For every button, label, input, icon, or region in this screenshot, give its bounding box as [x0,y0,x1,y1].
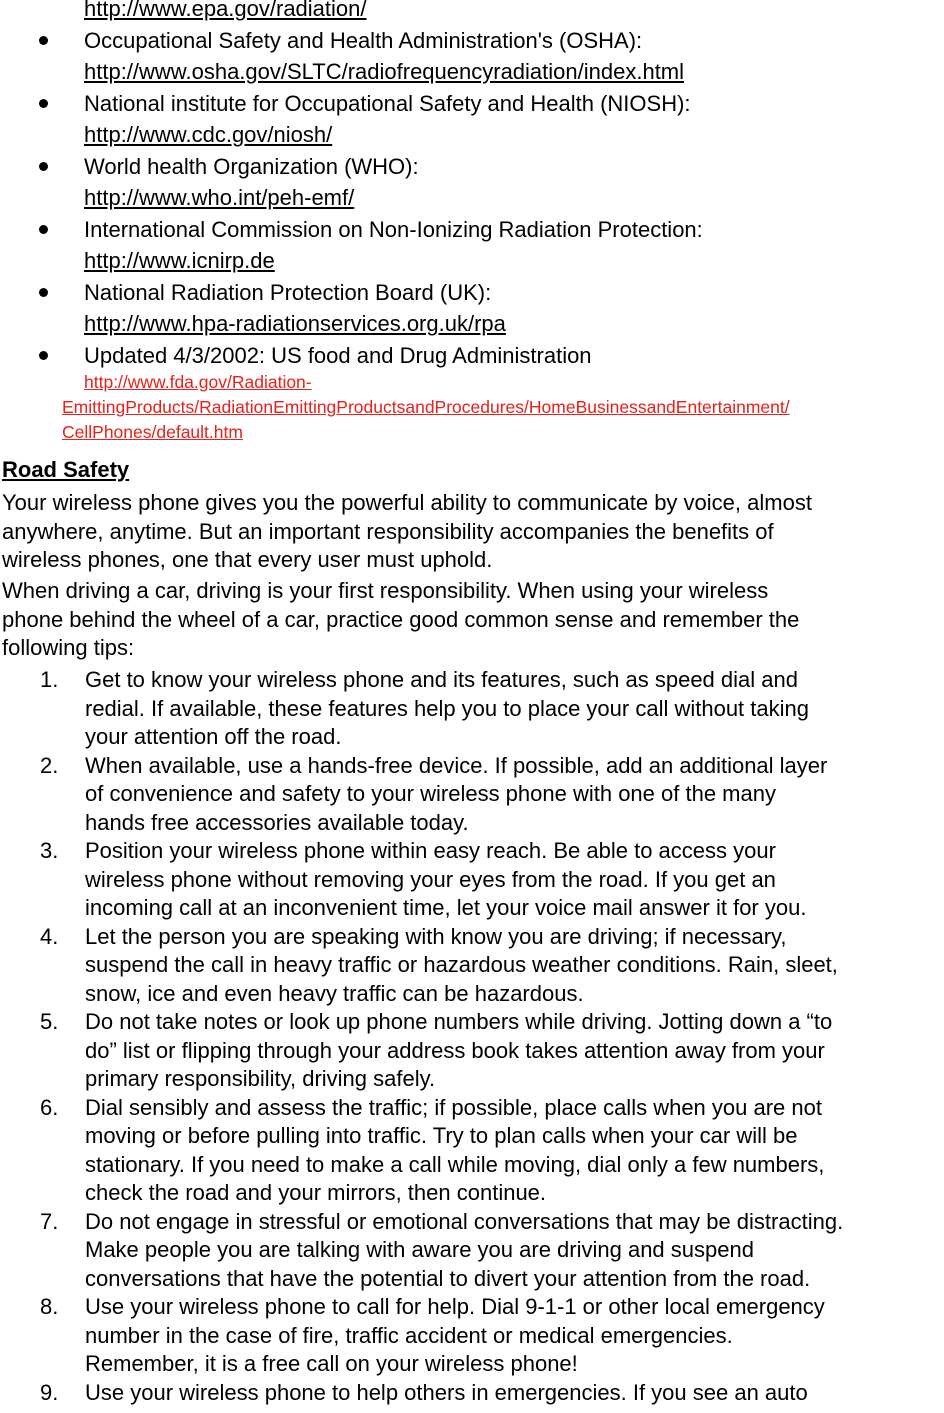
list-item [0,666,944,752]
tip-number: 6. [40,1094,59,1120]
text-line: Do not engage in stressful or emotional conversations that may be distracting. [85,1208,844,1234]
fda-link-line: CellPhones/default.htm [62,422,243,442]
text-line: wireless phone without removing your eyes from the road. If you get an [85,866,776,892]
hpa-link[interactable]: http://www.hpa-radiationservices.org.uk/rpa [84,311,506,336]
fda-link[interactable] [62,370,940,445]
tip-text [85,1293,944,1379]
epa-link[interactable]: http://www.epa.gov/radiation/ [84,0,367,21]
text-line: snow, ice and even heavy traffic can be hazardous. [85,980,584,1006]
resource-name: Occupational Safety and Health Administration's (OSHA): [84,28,643,53]
text-line: When available, use a hands-free device. If possible, add an additional layer [85,752,828,778]
text-line: following tips: [2,635,135,660]
resource-list [0,25,944,403]
text-line: anywhere, anytime. But an important responsibility accompanies the benefits of [2,518,774,544]
text-line: Use your wireless phone to help others in emergencies. If you see an auto [85,1379,808,1405]
tip-number: 4. [40,923,59,949]
text-line: Use your wireless phone to call for help. Dial 9-1-1 or other local emergency [85,1294,825,1319]
text-line: your attention off the road. [85,724,342,749]
intro-paragraph [2,489,942,575]
tip-text [85,666,944,752]
text-line: phone behind the wheel of a car, practice good common sense and remember the [2,606,800,632]
list-item [0,923,944,1009]
fda-link-line: http://www.fda.gov/Radiation- [84,372,312,392]
tip-number: 3. [40,838,59,863]
text-line: check the road and your mirrors, then continue. [85,1180,547,1205]
bullet-icon [39,288,48,297]
list-item [0,1293,944,1379]
list-item [0,1094,944,1208]
text-line: Make people you are talking with aware you are driving and suspend [85,1237,754,1262]
icnirp-link[interactable]: http://www.icnirp.de [84,248,275,273]
text-line: Dial sensibly and assess the traffic; if possible, place calls when you are not [85,1094,822,1120]
resource-name: Updated 4/3/2002: US food and Drug Administration [84,343,592,368]
bullet-icon [39,36,48,45]
text-line: do” list or flipping through your address book takes attention away from your [85,1037,825,1063]
tip-text [85,837,944,923]
tip-number: 8. [40,1294,59,1319]
text-line: number in the case of fire, traffic accident or medical emergencies. [85,1322,733,1348]
osha-link[interactable]: http://www.osha.gov/SLTC/radiofrequencyradiation/index.html [84,59,685,84]
text-line: Position your wireless phone within easy reach. Be able to access your [85,838,776,863]
text-line: Get to know your wireless phone and its features, such as speed dial and [85,667,798,692]
list-item [0,277,944,340]
who-link[interactable]: http://www.who.int/peh-emf/ [84,185,355,210]
text-line: Remember, it is a free call on your wireless phone! [85,1351,578,1376]
text-line: suspend the call in heavy traffic or hazardous weather conditions. Rain, sleet, [85,952,838,977]
tip-text [85,752,944,838]
tip-text [85,1008,944,1094]
list-item [0,214,944,277]
text-line: Do not take notes or look up phone numbers while driving. Jotting down a “to [85,1009,833,1034]
bullet-icon [39,351,48,360]
text-line: primary responsibility, driving safely. [85,1066,436,1091]
text-line: redial. If available, these features help you to place your call without taking [85,695,809,721]
text-line: conversations that have the potential to divert your attention from the road. [85,1265,811,1291]
text-line: moving or before pulling into traffic. Try to plan calls when your car will be [85,1123,798,1148]
tip-number: 5. [40,1009,59,1034]
text-line: incoming call at an inconvenient time, let your voice mail answer it for you. [85,895,807,920]
tip-number: 9. [40,1379,59,1405]
driving-paragraph [2,577,942,663]
tip-text [85,1379,944,1408]
list-item [0,151,944,214]
tip-text [85,923,944,1009]
text-line: When driving a car, driving is your first responsibility. When using your wireless [2,578,769,603]
tip-number: 1. [40,667,59,692]
tip-number: 7. [40,1208,59,1234]
resource-name: National institute for Occupational Safety and Health (NIOSH): [84,91,691,116]
resource-name: National Radiation Protection Board (UK): [84,280,492,305]
fda-link-line: EmittingProducts/RadiationEmittingProductsandProcedures/HomeBusinessandEntertainment/ [62,397,790,417]
tip-text [85,1208,944,1294]
tip-number: 2. [40,752,59,778]
list-item [0,1208,944,1294]
list-item [0,25,944,88]
text-line: of convenience and safety to your wireless phone with one of the many [85,781,776,806]
list-item [0,837,944,923]
text-line: hands free accessories available today. [85,809,469,835]
list-item [0,1008,944,1094]
text-line: stationary. If you need to make a call while moving, dial only a few numbers, [85,1151,825,1177]
tip-text [85,1094,944,1208]
list-item [0,1379,944,1408]
bullet-icon [39,162,48,171]
niosh-link[interactable]: http://www.cdc.gov/niosh/ [84,122,333,147]
driving-tips-list [0,666,944,1407]
text-line: wireless phones, one that every user must uphold. [2,547,493,572]
resource-name: International Commission on Non-Ionizing Radiation Protection: [84,217,703,242]
list-item [0,752,944,838]
list-item [0,88,944,151]
bullet-icon [39,225,48,234]
text-line: Let the person you are speaking with know you are driving; if necessary, [85,923,787,949]
text-line: Your wireless phone gives you the powerful ability to communicate by voice, almost [2,490,812,515]
resource-name: World health Organization (WHO): [84,154,419,179]
section-heading-road-safety: Road Safety [2,457,130,482]
bullet-icon [39,99,48,108]
